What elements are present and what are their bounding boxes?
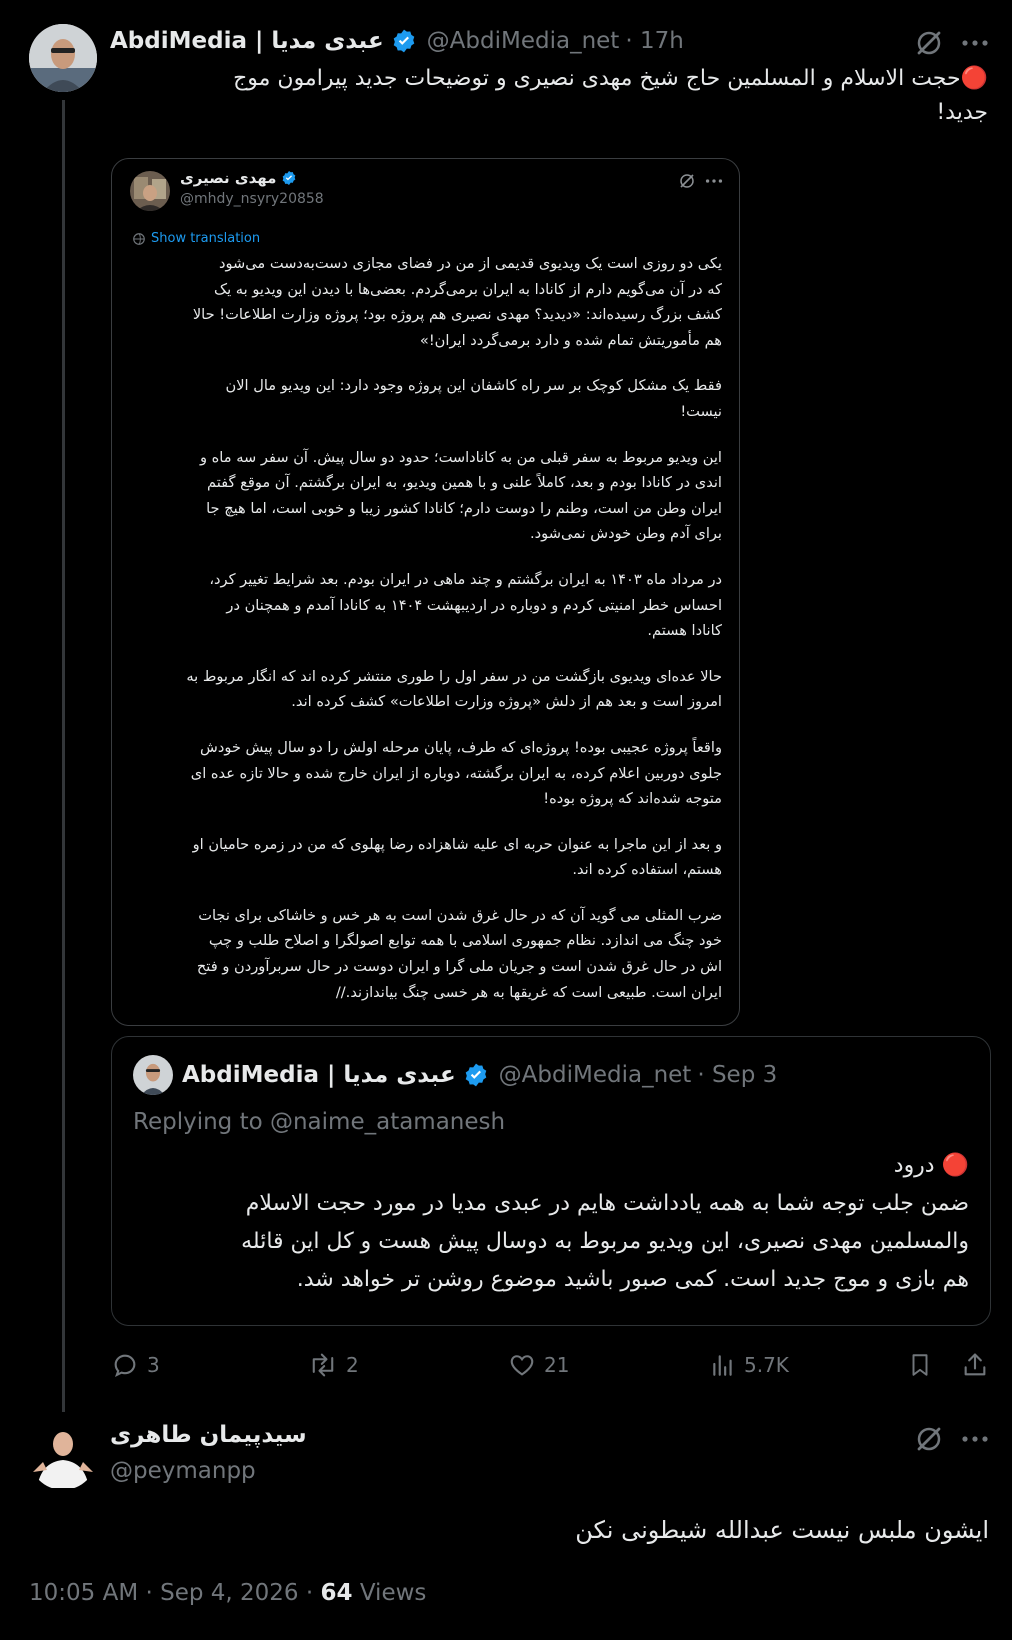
author-header: [110, 24, 684, 58]
quoted-display-name: AbdiMedia | عبدی مدیا: [182, 1062, 456, 1088]
like-button[interactable]: [508, 1351, 569, 1379]
like-count: 21: [544, 1353, 570, 1377]
embedded-show-translation: [132, 231, 260, 246]
embedded-text-line: ایران وطن من است، وطنم را دوست دارم؛ کانادا کشور زیبا و خوبی است، اما هیچ جا: [206, 499, 722, 517]
embedded-text-line: کشف بزرگ رسیده‌اند: «دیدید؟ مهدی نصیری هم پروژه بود؛ پروژه وزارت اطلاعات! حالا: [192, 306, 722, 324]
repost-button[interactable]: [308, 1351, 359, 1379]
reply-display-name[interactable]: سیدپیمان طاهری: [110, 1422, 307, 1448]
embedded-paragraph: [130, 832, 722, 883]
views-count: 5.7K: [744, 1353, 789, 1377]
repost-icon: [308, 1351, 338, 1379]
embedded-text-line: در مرداد ماه ۱۴۰۳ به ایران برگشتم و چند ماهی در ایران بودم. بعد شرایط تغییر کرد،: [209, 570, 722, 588]
quoted-header: [182, 1057, 777, 1093]
heart-icon: [508, 1351, 536, 1379]
embedded-text-line: متوجه شده‌اند که پروژه بوده!: [543, 790, 722, 808]
verified-badge-icon: [391, 28, 417, 54]
embedded-text-line: نیست!: [680, 402, 722, 420]
show-translation-label: Show translation: [151, 231, 261, 246]
more-options-icon[interactable]: [958, 26, 992, 60]
reply-handle[interactable]: @peymanpp: [110, 1458, 256, 1484]
quoted-verified-icon: [463, 1062, 489, 1088]
embedded-paragraph: [130, 373, 722, 424]
author-handle[interactable]: @AbdiMedia_net: [426, 28, 620, 54]
reply-more-options-icon[interactable]: [958, 1422, 992, 1456]
reply-timestamp-row: [29, 1580, 426, 1606]
quoted-text-line: هم بازی و موج جدید است. کمی صبور باشید موضوع روشن تر خواهد شد.: [296, 1267, 969, 1292]
embedded-text-line: هم مأموریتش تمام شده و دارد برمی‌گردد ایران!»: [419, 331, 722, 349]
embedded-display-name: مهدی نصیری: [180, 169, 277, 187]
embedded-text-line: حالا عده‌ای ویدیوی بازگشت من در سفر اول را طوری منتشر کرده اند که انگار مربوط به: [186, 667, 722, 685]
embedded-text-line: امروز است و بعد هم از دلش «پروژه وزارت اطلاعات» کشف کرده اند.: [291, 693, 722, 711]
reply-text: ایشون ملبس نیست عبدالله شیطونی نکن: [575, 1516, 989, 1544]
embedded-author-header: [180, 169, 297, 187]
embedded-paragraph: [130, 251, 722, 353]
tweet-text-line: 🔴حجت الاسلام و المسلمین حاج شیخ مهدی نصیری و توضیحات جدید پیرامون موج: [233, 66, 988, 91]
reply-icon: [111, 1351, 139, 1379]
repost-count: 2: [346, 1353, 359, 1377]
grok-icon[interactable]: [912, 26, 946, 60]
embedded-text-line: احساس خطر امنیتی کردم و دوباره در اردیبهشت ۱۴۰۴ به کانادا آمدم و همچنان در: [226, 596, 722, 614]
reply-views-label: Views: [352, 1580, 427, 1606]
quoted-text-line: والمسلمین مهدی نصیری، این ویدیو مربوط به دوسال پیش هست و کل این قائله: [241, 1229, 969, 1254]
quoted-time: · Sep 3: [697, 1062, 778, 1088]
embedded-verified-icon: [281, 170, 297, 186]
embedded-text-line: این ویدیو مربوط به سفر قبلی من به کاناداست؛ حدود دو سال پیش. آن سفر سه ماه و: [199, 448, 722, 466]
quoted-text-line: ضمن جلب توجه شما به همه یادداشت هایم در عبدی مدیا در مورد حجت الاسلام: [245, 1191, 969, 1216]
embedded-handle: @mhdy_nsyry20858: [180, 191, 324, 207]
embedded-text-line: فقط یک مشکل کوچک بر سر راه کاشفان این پروژه وجود دارد: این ویدیو مال الان: [225, 377, 722, 395]
tweet-text-line: جدید!: [936, 100, 988, 125]
views-chart-icon: [710, 1351, 736, 1379]
embedded-text-line: ضرب المثلی می گوید آن که در حال غرق شدن است به هر خس و خاشاکی برای نجات: [198, 906, 722, 924]
views-button[interactable]: [710, 1351, 789, 1379]
reply-author-avatar[interactable]: [29, 1422, 97, 1490]
embedded-grok-icon: [677, 171, 697, 191]
embedded-text-line: هستم، استفاده کرده اند.: [572, 861, 722, 879]
embedded-text-line: خود چنگ می اندازد. نظام جمهوری اسلامی با همه توابع اصولگرا و اصلاح طلب و چپ: [208, 932, 722, 950]
embedded-paragraph: [130, 903, 722, 1005]
reply-count: 3: [147, 1353, 160, 1377]
embedded-paragraph: [130, 445, 722, 547]
quoted-replying-to: Replying to @naime_atamanesh: [133, 1109, 506, 1135]
quoted-handle: @AbdiMedia_net: [498, 1062, 692, 1088]
reply-button[interactable]: [111, 1351, 160, 1379]
embedded-text-line: جلوی دوربین اعلام کرده، به ایران برگشته، دوباره از ایران خارج شده و حالا تازه عده ای: [190, 764, 722, 782]
embedded-paragraph: [130, 735, 722, 812]
embedded-text-line: ایران است. طبیعی است که غریقها به هر خسی چنگ بیاندازند.//: [335, 983, 722, 1001]
embedded-text-line: اش در حال غرق شدن است و جریان ملی گرا و ایران دوست در حال سربرآوردن و فتح: [196, 958, 722, 976]
reply-timestamp[interactable]: 10:05 AM · Sep 4, 2026 ·: [29, 1580, 321, 1606]
embedded-tweet-body: [130, 251, 722, 1025]
tweet-text: [110, 62, 988, 130]
embedded-text-line: که در آن می‌گویم دارم از کانادا به ایران برمی‌گردم. بعضی‌ها با دیدن این ویدیو به یک: [214, 280, 722, 298]
embedded-text-line: یکی دو روزی است یک ویدیوی قدیمی از من در فضای مجازی دست‌به‌دست می‌شود: [218, 255, 722, 272]
author-display-name[interactable]: AbdiMedia | عبدی مدیا: [110, 28, 384, 54]
share-icon[interactable]: [960, 1350, 990, 1380]
quoted-tweet-card[interactable]: [111, 1036, 991, 1326]
embedded-paragraph: [130, 664, 722, 715]
reply-views-count: 64: [320, 1580, 353, 1606]
bookmark-icon[interactable]: [905, 1350, 935, 1380]
embedded-text-line: کانادا هستم.: [647, 622, 722, 640]
embedded-text-line: اندی در کانادا بودم و بعد، کاملاً علنی و با همین ویدیو، به ایران برگشتم. آن موقع گفتم: [206, 474, 722, 492]
tweet-time[interactable]: · 17h: [625, 28, 684, 54]
translation-icon: [132, 232, 146, 246]
author-avatar[interactable]: [29, 24, 97, 92]
embedded-text-line: و بعد از این ماجرا به عنوان حربه ای علیه شاهزاده رضا پهلوی که من در زمره حامیان او: [192, 835, 722, 853]
quoted-author-avatar: [133, 1055, 173, 1095]
embedded-text-line: برای آدم وطن خودش نمی‌شود.: [530, 525, 722, 543]
embedded-author-avatar: [130, 171, 170, 211]
quoted-text-line: 🔴 درود: [893, 1153, 969, 1178]
reply-grok-icon[interactable]: [912, 1422, 946, 1456]
tweet-media-image[interactable]: [111, 158, 740, 1026]
embedded-more-icon: [704, 171, 724, 191]
thread-connector-line: [62, 100, 65, 1412]
embedded-text-line: واقعاً پروژه عجیبی بوده! پروژه‌ای که طرف، پایان مرحله اولش را دو سال پیش خودش: [200, 738, 722, 756]
embedded-paragraph: [130, 567, 722, 644]
quoted-text: [133, 1147, 969, 1299]
